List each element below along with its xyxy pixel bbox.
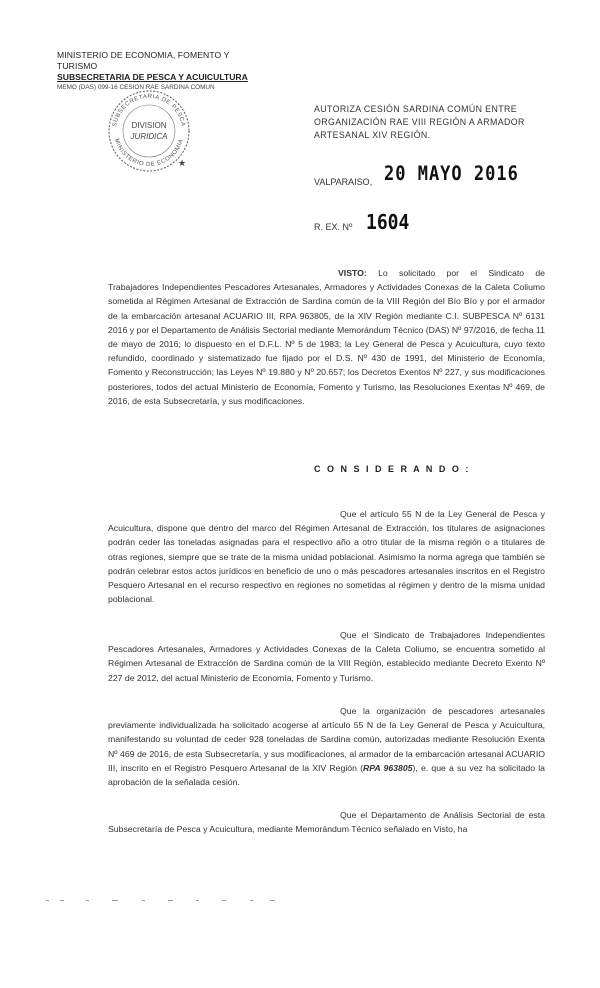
- subsecretaria-name: SUBSECRETARIA DE PESCA Y ACUICULTURA: [57, 72, 248, 82]
- footer-scan-marks: [46, 899, 276, 903]
- considerando-paragraph-3: [108, 704, 545, 789]
- letterhead: [57, 50, 257, 92]
- paragraph-4-text: Que el Departamento de Análisis Sectorial de esta Subsecretaría de Pesca y Acuicultura, mediante Memorándum Técnico señalado en Visto, ha: [108, 810, 545, 835]
- svg-text:MINISTERIO DE ECONOMIA: [113, 138, 185, 168]
- paragraph-3-text-after: ), e. que a su vez ha solicitado la aprobación de la señalada cesión.: [108, 762, 545, 788]
- considerando-heading: C O N S I D E R A N D O :: [314, 464, 471, 474]
- memo-reference: MEMO (DAS) 099-16 CESION RAE SARDINA COMUN: [57, 84, 215, 91]
- considerando-paragraph-2: [108, 628, 545, 685]
- paragraph-3-text-before: Que la organización de pescadores artesanales previamente individualizada ha solicitado acogerse al artículo 55 N de la Ley General de Pesca y Acuicultura, manifestando su voluntad de ceder 928 toneladas de Sardina común, autorizadas mediante Resolución Exenta Nº 469 de 2016, de esta Subsecretaría, y sus modificaciones, al armador de la embarcación artesanal ACUARIO III, inscrito en el Registro Pesquero Artesanal de la XIV Región (: [108, 706, 545, 773]
- rpa-number: RPA 963805: [362, 762, 413, 773]
- stamp-center-line2: JURIDICA: [130, 132, 168, 141]
- stamp-center-line1: DIVISION: [131, 121, 167, 130]
- division-juridica-stamp: [106, 88, 192, 174]
- visto-label: VISTO:: [338, 268, 367, 278]
- city-label: VALPARAISO,: [314, 177, 373, 187]
- considerando-paragraph-1: [108, 507, 545, 606]
- rex-number: 1604: [366, 210, 410, 235]
- paragraph-1-text: Que el artículo 55 N de la Ley General de Pesca y Acuicultura, dispone que dentro del marco del Régimen Artesanal de Extracción, los titulares de asignaciones podrán ceder las toneladas asignadas para el respectivo año a otro titular de la misma región o a titulares de otras regiones, siempre que se trate de la misma unidad poblacional. Asimismo la norma agrega que también se podrán celebrar estos actos jurídicos en beneficio de uno o más pescadores artesanales inscritos en el Registro Pesquero Artesanal en el recurso respectivo en regiones no sometidas al régimen y dentro de la misma unidad poblacional.: [108, 509, 545, 605]
- paragraph-2-text: Que el Sindicato de Trabajadores Independientes Pescadores Artesanales, Armadores y Actividades Conexas de la Caleta Coliumo, se encuentra sometido al Régimen Artesanal de Extracción de Sardina común de la VIII Región, establecido mediante Decreto Exento Nº 227 de 2012, del actual Ministerio de Economía, Fomento y Turismo.: [108, 630, 545, 683]
- visto-paragraph: [108, 266, 545, 408]
- stamp-top-text: SUBSECRETARIA DE PESCA: [112, 93, 186, 128]
- resolution-date: 20 MAYO 2016: [384, 162, 519, 186]
- ministry-name: MINISTERIO DE ECONOMIA, FOMENTO Y TURISMO: [57, 50, 230, 71]
- considerando-paragraph-4: [108, 808, 545, 836]
- resolution-title: AUTORIZA CESIÓN SARDINA COMÚN ENTRE ORGANIZACIÓN RAE VIII REGIÓN A ARMADOR ARTESANAL XIV REGIÓN.: [314, 104, 525, 140]
- stamp-star-icon: ★: [178, 158, 187, 168]
- visto-text: Lo solicitado por el Sindicato de Trabajadores Independientes Pescadores Artesanales, Armadores y Actividades Conexas de la Caleta Coliumo sometida al Régimen Artesanal de Extracción de Sardina común de la VIII Región del Bío Bío y por el armador de la embarcación artesanal ACUARIO III, RPA 963805, de la XIV Región mediante C.I. SUBPESCA Nº 6131 2016 y por el Departamento de Análisis Sectorial mediante Memorándum Técnico (DAS) Nº 97/2016, de fecha 11 de mayo de 2016; lo dispuesto en el D.F.L. Nº 5 de 1983; la Ley General de Pesca y Acuicultura, cuyo texto refundido, coordinado y sistematizado fue fijado por el D.S. Nº 430 de 1991, del Ministerio de Economía, Fomento y Reconstrucción; las Leyes Nº 19.880 y Nº 20.657; los Decretos Exentos Nº 227, y sus modificaciones posteriores, todos del actual Ministerio de Economía, Fomento y Turismo, las Resoluciones Exentas Nº 469, de 2016, de esta Subsecretaría, y sus modificaciones.: [108, 268, 545, 406]
- stamp-bottom-text: MINISTERIO DE ECONOMIA: [113, 138, 185, 169]
- rex-label: R. EX. Nº: [314, 222, 353, 232]
